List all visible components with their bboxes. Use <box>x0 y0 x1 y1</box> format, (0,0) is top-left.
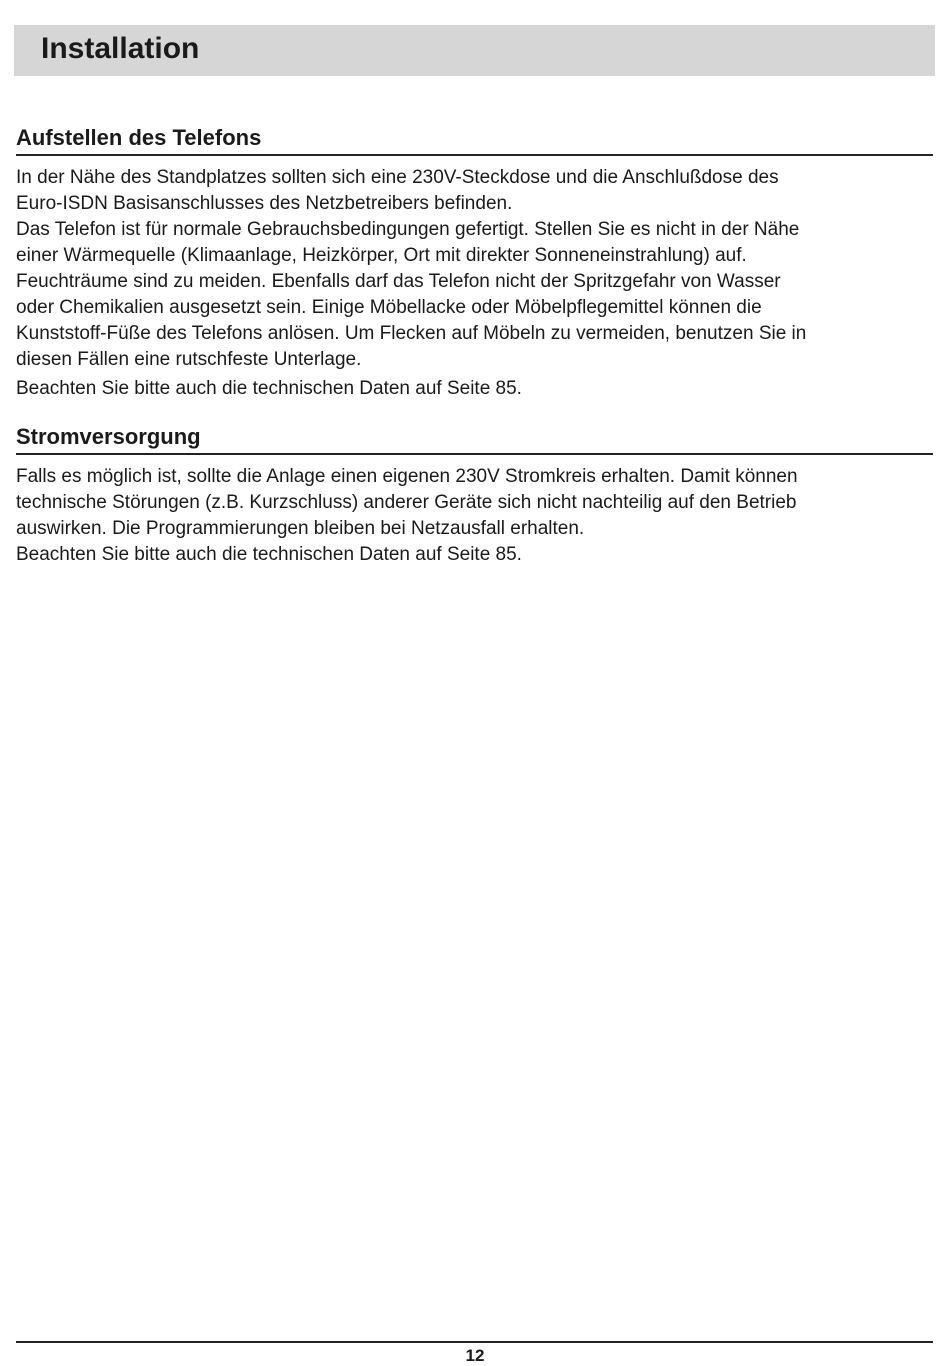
footer-divider <box>16 1341 933 1343</box>
chapter-header-bar <box>14 25 935 76</box>
paragraph-line: technische Störungen (z.B. Kurzschluss) anderer Geräte sich nicht nachteilig auf den Betrieb <box>16 492 797 513</box>
paragraph-line: Feuchträume sind zu meiden. Ebenfalls darf das Telefon nicht der Spritzgefahr von Wasser <box>16 271 781 292</box>
paragraph-line: Euro-ISDN Basisanschlusses des Netzbetreibers befinden. <box>16 193 513 214</box>
paragraph-line: einer Wärmequelle (Klimaanlage, Heizkörper, Ort mit direkter Sonneneinstrahlung) auf. <box>16 245 747 266</box>
paragraph-line: Beachten Sie bitte auch die technischen Daten auf Seite 85. <box>16 378 522 399</box>
section-heading-setup: Aufstellen des Telefons <box>16 125 933 156</box>
section-setup-phone <box>16 125 933 402</box>
paragraph-line: Falls es möglich ist, sollte die Anlage einen eigenen 230V Stromkreis erhalten. Damit können <box>16 466 798 487</box>
paragraph-line: Das Telefon ist für normale Gebrauchsbedingungen gefertigt. Stellen Sie es nicht in der Nähe <box>16 219 800 240</box>
chapter-title: Installation <box>41 32 200 65</box>
paragraph-line: auswirken. Die Programmierungen bleiben bei Netzausfall erhalten. <box>16 518 585 539</box>
paragraph-line: Kunststoff-Füße des Telefons anlösen. Um Flecken auf Möbeln zu vermeiden, benutzen Sie in <box>16 323 807 344</box>
section-heading-power: Stromversorgung <box>16 424 933 455</box>
section-body-setup <box>16 165 933 402</box>
paragraph-line: diesen Fällen eine rutschfeste Unterlage. <box>16 349 362 370</box>
paragraph-line: In der Nähe des Standplatzes sollten sich eine 230V-Steckdose und die Anschlußdose des <box>16 167 779 188</box>
paragraph-line: Beachten Sie bitte auch die technischen Daten auf Seite 85. <box>16 544 522 565</box>
section-body-power <box>16 464 933 568</box>
page-number: 12 <box>465 1346 485 1365</box>
paragraph-line: oder Chemikalien ausgesetzt sein. Einige Möbellacke oder Möbelpflegemittel können die <box>16 297 762 318</box>
section-power-supply <box>16 424 933 568</box>
